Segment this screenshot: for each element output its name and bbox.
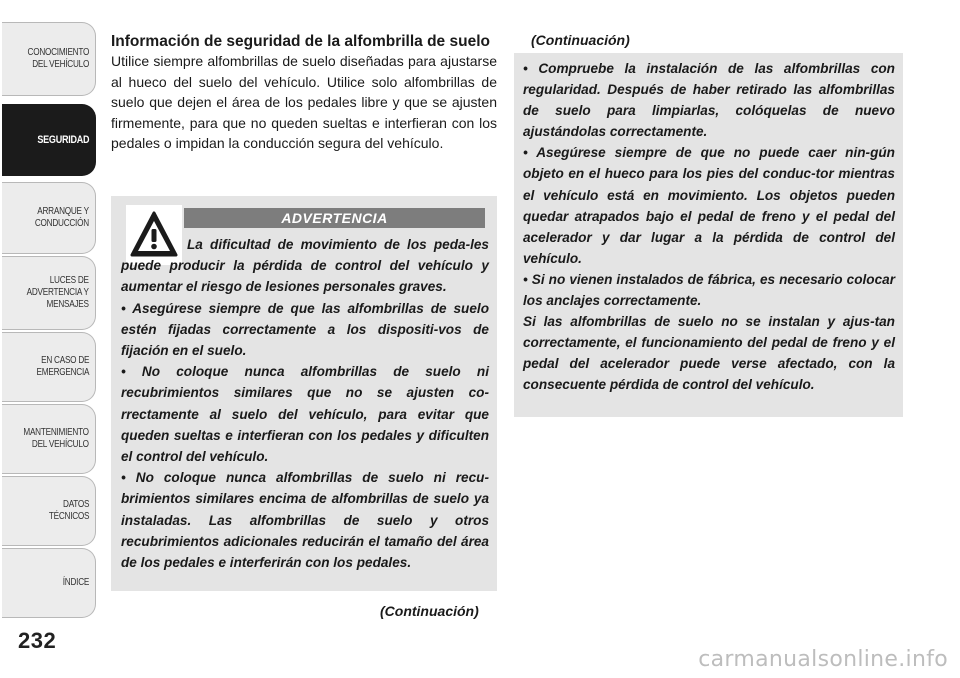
warning-paragraph: Si las alfombrillas de suelo no se instalan y ajus-tan correctamente, el funcionamiento del pedal de freno y el pedal del acelerador puede verse afectado, con la consecuente pérdida de control del vehículo.	[523, 314, 895, 393]
tab-datos[interactable]	[2, 476, 96, 546]
tab-label: ARRANQUE Y CONDUCCIÓN	[34, 206, 89, 229]
body-paragraph: Utilice siempre alfombrillas de suelo diseñadas para ajustarse al hueco del suelo del vehículo. Utilice solo alfombrillas de suelo que dejen el área de los pedales libre y que se ajusten firmemente, para que no queden sueltas e interfieran con los pedales o impidan la conducción segura del vehículo.	[111, 53, 497, 151]
watermark: carmanualsonline.info	[698, 647, 948, 672]
tab-label: ÍNDICE	[62, 577, 89, 588]
tab-label: SEGURIDAD	[37, 134, 89, 146]
tab-conocimiento[interactable]	[2, 22, 96, 96]
warning-bullet: • No coloque nunca alfombrillas de suelo ni recu-brimientos similares encima de alfombrillas de suelo ya instaladas. Las alfombrillas de suelo y otros recubrimientos adicionales reducirán el tamaño del área de los pedales e interferirán con los pedales.	[121, 470, 489, 571]
tab-label: CONOCIMIENTO DEL VEHÍCULO	[27, 47, 89, 70]
warning-bullet: • Asegúrese siempre de que no puede caer nin-gún objeto en el hueco para los pies del conduc-tor mientras el vehículo está en movimiento. Los objetos pueden quedar atrapados bajo el pedal de freno y el pedal del acelerador y dar lugar a la pérdida de control del vehículo.	[523, 145, 895, 266]
tab-label: MANTENIMIENTO DEL VEHÍCULO	[23, 427, 89, 450]
warning-bullet: • Compruebe la instalación de las alfombrillas con regularidad. Después de haber retirado las alfombrillas de suelo para limpiarlas, colóquelas de nuevo ajustándolas correctamente.	[523, 61, 895, 140]
left-column	[111, 32, 497, 154]
tab-label: DATOS TÉCNICOS	[48, 499, 89, 522]
warning-intro: La dificultad de movimiento de los peda-les puede producir la pérdida de control del vehículo y aumentar el riesgo de lesiones personales graves.	[121, 237, 489, 295]
tab-label: EN CASO DE EMERGENCIA	[36, 355, 89, 378]
tab-luces[interactable]	[2, 256, 96, 330]
continued-warning-text	[523, 58, 895, 396]
tab-emergencia[interactable]	[2, 332, 96, 402]
warning-bullet: • Si no vienen instalados de fábrica, es necesario colocar los anclajes correctamente.	[523, 271, 895, 309]
chapter-tabs	[0, 0, 100, 678]
section-heading: Información de seguridad de la alfombrilla de suelo	[111, 33, 490, 50]
warning-bullet: • Asegúrese siempre de que las alfombrillas de suelo estén fijadas correctamente a los dispositi-vos de fijación en el suelo.	[121, 300, 489, 359]
continued-header: (Continuación)	[531, 32, 630, 48]
warning-bullet: • No coloque nunca alfombrillas de suelo ni recubrimientos similares que no se ajusten co-rrectamente al suelo del vehículo, para evitar que queden sueltas e interfieran con los pedales y dificulten el control del vehículo.	[121, 364, 489, 465]
tab-mantenimiento[interactable]	[2, 404, 96, 474]
warning-title: ADVERTENCIA	[184, 208, 485, 228]
tab-indice[interactable]	[2, 548, 96, 618]
tab-arranque[interactable]	[2, 182, 96, 254]
tab-seguridad[interactable]	[2, 104, 96, 176]
page-number: 232	[18, 628, 57, 653]
tab-label: LUCES DE ADVERTENCIA Y MENSAJES	[26, 275, 89, 310]
warning-text	[121, 234, 489, 573]
continued-label: (Continuación)	[380, 603, 479, 619]
